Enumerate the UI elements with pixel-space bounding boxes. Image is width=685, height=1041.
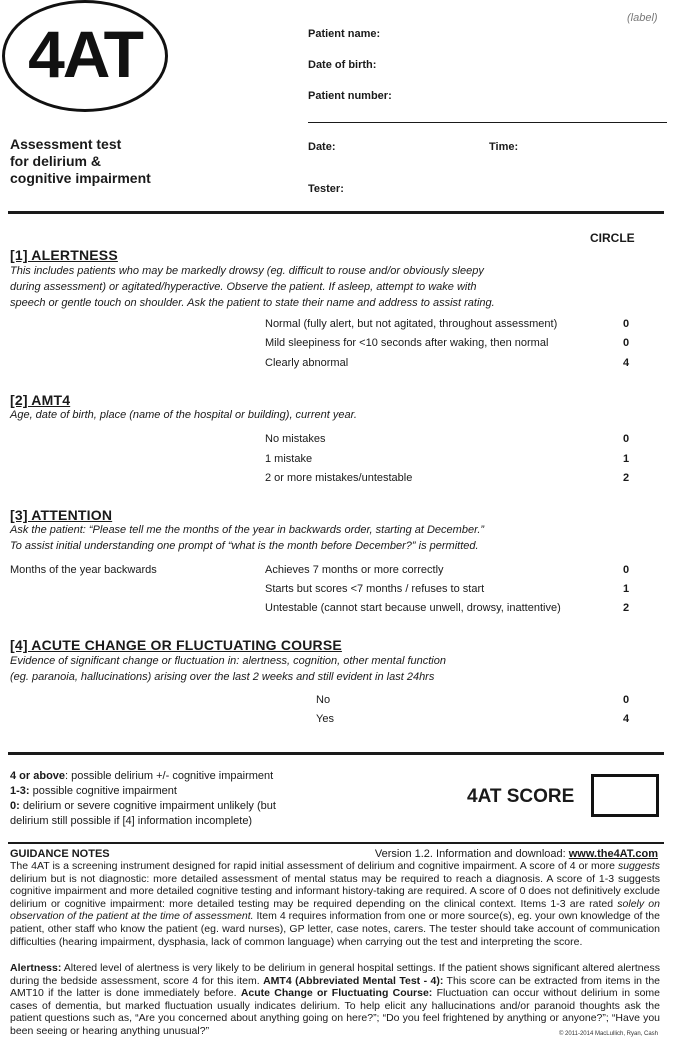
section-4-description <box>10 653 446 685</box>
test-title-line: Assessment test <box>10 136 122 152</box>
option-score[interactable]: 0 <box>622 318 630 330</box>
description-line: Age, date of birth, place (name of the hospital or building), current year. <box>10 409 357 421</box>
interpretation-bold: 4 or above <box>10 770 66 782</box>
guidance-bold: AMT4 (Abbreviated Mental Test - 4): <box>263 974 444 987</box>
option-text[interactable]: Untestable (cannot start because unwell, drowsy, inattentive) <box>265 602 561 614</box>
interpretation-bold: 1-3: <box>10 785 30 797</box>
interpretation-line <box>10 784 276 799</box>
guidance-text: Item 4 requires information from one or more source(s), eg. your own knowledge of the patient, other staff who know the patient (eg. ward nurses), GP letter, case notes, carers. The tester should take account of communication difficulties (hearing impairment, dysphasia, lack of common language) when carrying out the test and interpreting the score. <box>10 910 660 948</box>
website-link[interactable]: www.the4AT.com <box>568 848 658 860</box>
test-title <box>10 136 151 187</box>
header-divider <box>308 122 667 123</box>
guidance-paragraph-2 <box>10 962 660 1038</box>
patient-name-label: Patient name: <box>308 28 381 40</box>
option-text[interactable]: Starts but scores <7 months / refuses to start <box>265 583 485 595</box>
interpretation-text: possible cognitive impairment <box>29 785 177 797</box>
test-title-line: for delirium & <box>10 153 102 169</box>
description-line: during assessment) or agitated/hyperactive. Observe the patient. If asleep, attempt to wake with <box>10 281 477 293</box>
option-text[interactable]: Mild sleepiness for <10 seconds after waking, then normal <box>265 337 549 349</box>
section-1-description <box>10 263 495 311</box>
option-score[interactable]: 4 <box>622 357 630 369</box>
guidance-bold: Alertness: <box>10 962 62 974</box>
circle-label: CIRCLE <box>590 231 635 245</box>
guidance-bold: Acute Change or Fluctuating Course: <box>240 987 433 1000</box>
option-text[interactable]: Normal (fully alert, but not agitated, throughout assessment) <box>265 318 558 330</box>
interpretation-bold: 0: <box>10 800 20 812</box>
option-score[interactable]: 4 <box>622 713 630 725</box>
guidance-paragraph-1 <box>10 860 660 948</box>
option-text[interactable]: Achieves 7 months or more correctly <box>265 564 444 576</box>
option-score[interactable]: 0 <box>622 433 630 445</box>
guidance-text: delirium but is not diagnostic: more detailed assessment of mental status may be required to reach a diagnosis. A score of 1-3 suggests cognitive impairment and more detailed cognitive testing and informant history-taking are required. A score of 0 does not definitively exclude delirium or cognitive impairment: more detailed testing may be required depending on the clinical context. Items 1-3 are rated <box>10 872 660 910</box>
section-3-side-label: Months of the year backwards <box>10 564 157 576</box>
section-3-description <box>10 522 484 554</box>
interpretation-line <box>10 769 276 784</box>
time-label: Time: <box>489 141 519 153</box>
section-3-heading: [3] ATTENTION <box>10 507 113 523</box>
section-4-heading: [4] ACUTE CHANGE OR FLUCTUATING COURSE <box>10 637 342 653</box>
option-text[interactable]: Yes <box>316 713 334 725</box>
description-line: Ask the patient: “Please tell me the months of the year in backwards order, starting at December.” <box>10 524 485 536</box>
date-label: Date: <box>308 141 336 153</box>
interpretation-line: delirium still possible if [4] information incomplete) <box>10 815 253 827</box>
patient-number-label: Patient number: <box>308 90 392 102</box>
option-score[interactable]: 0 <box>622 694 630 706</box>
bottom-rule <box>8 842 664 844</box>
option-score[interactable]: 1 <box>622 583 630 595</box>
option-text[interactable]: No mistakes <box>265 433 326 445</box>
date-of-birth-label: Date of birth: <box>308 59 377 71</box>
guidance-italic: solely on observation of the patient at the time of assessment. <box>10 897 660 923</box>
middle-thick-rule <box>8 752 664 755</box>
description-line: To assist initial understanding one prompt of “what is the month before December?” is permitted. <box>10 540 479 552</box>
version-text: Version 1.2. Information and download: <box>374 848 569 860</box>
description-line: Evidence of significant change or fluctuation in: alertness, cognition, other mental function <box>10 655 446 667</box>
interpretation-key <box>10 769 276 829</box>
interpretation-text: : possible delirium +/- cognitive impairment <box>65 770 274 782</box>
guidance-text: This score can be extracted from items in the AMT10 if the latter is done immediately before. <box>10 974 660 1000</box>
top-thick-rule <box>8 211 664 214</box>
option-score[interactable]: 0 <box>622 337 630 349</box>
option-score[interactable]: 2 <box>622 602 630 614</box>
option-text[interactable]: 2 or more mistakes/untestable <box>265 472 413 484</box>
section-2-description <box>10 407 357 423</box>
guidance-heading: GUIDANCE NOTES <box>10 848 110 860</box>
section-2-heading: [2] AMT4 <box>10 392 71 408</box>
logo-text: 4AT <box>28 17 142 91</box>
label-tag: (label) <box>627 12 658 24</box>
score-box[interactable] <box>591 774 659 817</box>
description-line: This includes patients who may be markedly drowsy (eg. difficult to rouse and/or obviously sleepy <box>10 265 484 277</box>
option-score[interactable]: 2 <box>622 472 630 484</box>
interpretation-line <box>10 799 276 814</box>
interpretation-text: delirium or severe cognitive impairment unlikely (but <box>19 800 276 812</box>
guidance-text: Altered level of alertness is very likely to be delirium in general hospital settings. If the patient shows significant altered alertness during the bedside assessment, score 4 for this item. <box>10 962 660 987</box>
guidance-text: Fluctuation can occur without delirium in some cases of dementia, but marked fluctuation usually indicates delirium. To help elicit any hallucinations and/or paranoid thoughts ask the patient questions such as, “Are you concerned about anything going on here?”; “Do you feel frightened by anything or anyone?”; “Have you been seeing or hearing anything unusual?” <box>10 987 661 1037</box>
version-info <box>375 848 658 860</box>
description-line: (eg. paranoia, hallucinations) arising over the last 2 weeks and still evident in last 24hrs <box>10 671 435 683</box>
guidance-text: The 4AT is a screening instrument designed for rapid initial assessment of delirium and cognitive impairment. A score of 4 or more <box>10 860 618 872</box>
copyright: © 2011-2014 MacLullich, Ryan, Cash <box>558 1031 658 1037</box>
score-label: 4AT SCORE <box>467 786 575 807</box>
description-line: speech or gentle touch on shoulder. Ask the patient to state their name and address to assist rating. <box>10 297 495 309</box>
option-text[interactable]: 1 mistake <box>265 453 313 465</box>
option-score[interactable]: 0 <box>622 564 630 576</box>
section-1-heading: [1] ALERTNESS <box>10 247 118 263</box>
tester-label: Tester: <box>308 183 344 195</box>
test-title-line: cognitive impairment <box>10 170 151 186</box>
option-text[interactable]: No <box>316 694 331 706</box>
guidance-italic: suggests <box>617 860 660 872</box>
option-score[interactable]: 1 <box>622 453 630 465</box>
option-text[interactable]: Clearly abnormal <box>265 357 349 369</box>
